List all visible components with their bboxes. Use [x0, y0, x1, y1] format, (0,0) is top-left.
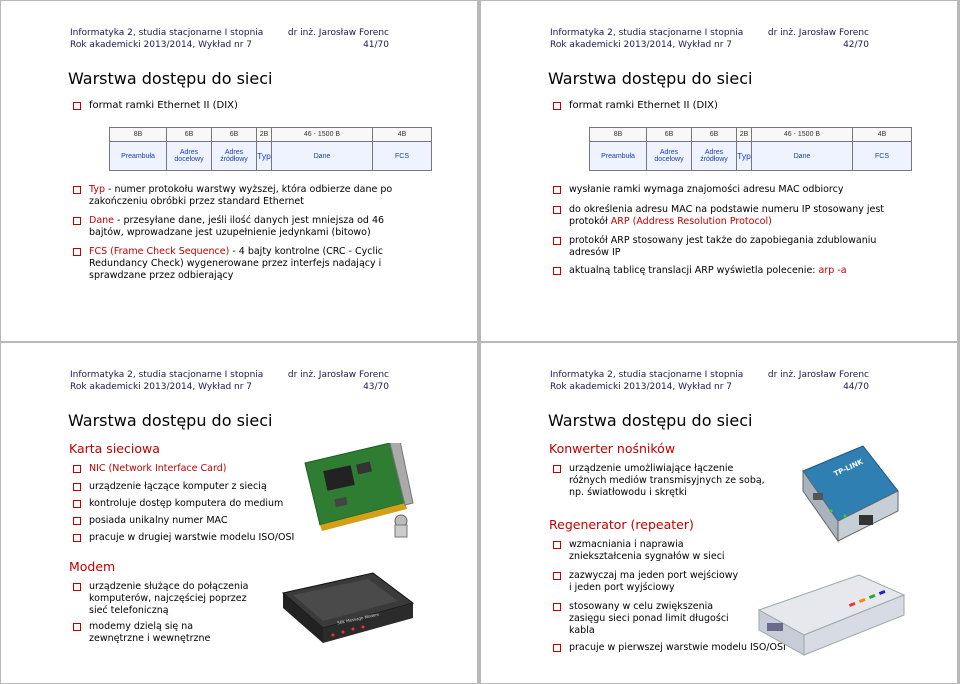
field-cell: Adres docelowy	[167, 142, 212, 171]
slide-header	[550, 369, 867, 393]
bullet-item: urządzenie łączące komputer z siecią	[89, 481, 267, 493]
converter-brand: TP-LINK	[832, 457, 865, 479]
bullet-square-icon	[553, 267, 561, 275]
field-cell: Adres źródłowy	[212, 142, 257, 171]
page-number: 43/70	[363, 382, 389, 392]
bullet-square-icon	[73, 465, 81, 473]
header-course: Informatyka 2, studia stacjonarne I stopnia	[70, 28, 264, 38]
bullet-typ: Typ - numer protokołu warstwy wyższej, która odbierze dane po zakończeniu obróbki przez standard Ethernet	[89, 184, 419, 208]
bullet-square-icon	[553, 206, 561, 214]
slide-header	[70, 27, 387, 51]
bullet-square-icon	[553, 465, 561, 473]
size-cell: 6B	[647, 128, 692, 142]
bullet-square-icon	[553, 186, 561, 194]
field-cell: FCS	[373, 142, 432, 171]
field-cell: Typ	[257, 142, 272, 171]
bullet-item: wysłanie ramki wymaga znajomości adresu MAC odbiorcy	[569, 184, 889, 196]
field-cell: Dane	[272, 142, 373, 171]
size-cell: 4B	[853, 128, 912, 142]
bullet-item: aktualną tablicę translacji ARP wyświetla polecenie: arp -a	[569, 265, 889, 277]
bullet-square-icon	[553, 102, 561, 110]
header-course: Informatyka 2, studia stacjonarne I stopnia	[550, 28, 744, 38]
bullet-item: protokół ARP stosowany jest także do zapobiegania zdublowaniu adresów IP	[569, 235, 889, 259]
field-cell: FCS	[853, 142, 912, 171]
bullet-item: NIC (Network Interface Card)	[89, 463, 226, 475]
ethernet-frame-table	[589, 127, 912, 171]
header-author: dr inż. Jarosław Forenc	[287, 28, 389, 38]
bullet-square-icon	[73, 534, 81, 542]
bullet-item: urządzenie umożliwiające łączenie różnych mediów transmisyjnych ze sobą, np. światłowodu i skrętki	[569, 463, 769, 499]
size-cell: 2B	[737, 128, 752, 142]
field-cell: Adres docelowy	[647, 142, 692, 171]
repeater-image	[749, 565, 909, 660]
bullet-fcs: FCS (Frame Check Sequence) - 4 bajty kontrolne (CRC - Cyclic Redundancy Check) wygenerowane przez interfejs nadający i sprawdzane przez odbierający	[89, 246, 389, 282]
field-cell: Preambuła	[110, 142, 167, 171]
slide-44	[481, 343, 957, 683]
header-year: Rok akademicki 2013/2014, Wykład nr 7	[70, 382, 253, 392]
ethernet-frame-table	[109, 127, 432, 171]
size-cell: 6B	[167, 128, 212, 142]
header-course: Informatyka 2, studia stacjonarne I stopnia	[70, 370, 264, 380]
size-cell: 46 - 1500 B	[272, 128, 373, 142]
size-cell: 8B	[590, 128, 647, 142]
bullet-square-icon	[73, 102, 81, 110]
size-cell: 6B	[692, 128, 737, 142]
slide-header	[550, 27, 867, 51]
header-author: dr inż. Jarosław Forenc	[767, 28, 869, 38]
slide-title: Warstwa dostępu do sieci	[68, 411, 273, 430]
field-cell: Dane	[752, 142, 853, 171]
bullet-square-icon	[73, 186, 81, 194]
section-heading: Karta sieciowa	[69, 441, 160, 456]
modem-label: 56K Message Modem	[336, 611, 380, 626]
bullet-square-icon	[73, 248, 81, 256]
header-year: Rok akademicki 2013/2014, Wykład nr 7	[550, 40, 733, 50]
field-cell: Typ	[737, 142, 752, 171]
bullet-item: modemy dzielą się na zewnętrzne i wewnętrzne	[89, 621, 249, 645]
header-year: Rok akademicki 2013/2014, Wykład nr 7	[70, 40, 253, 50]
intro-bullet: format ramki Ethernet II (DIX)	[89, 100, 238, 112]
bullet-square-icon	[553, 644, 561, 652]
bullet-dane: Dane - przesyłane dane, jeśli ilość danych jest mniejsza od 46 bajtów, wprowadzane jest uzupełnienie jedynkami (bitowo)	[89, 215, 419, 239]
section-heading: Konwerter nośników	[549, 441, 676, 456]
page-number: 41/70	[363, 40, 389, 50]
bullet-item: kontroluje dostęp komputera do medium	[89, 498, 283, 510]
slide-header	[70, 369, 387, 393]
bullet-square-icon	[553, 603, 561, 611]
slide-title: Warstwa dostępu do sieci	[548, 411, 753, 430]
bullet-square-icon	[553, 237, 561, 245]
section-heading: Modem	[69, 559, 116, 574]
size-cell: 2B	[257, 128, 272, 142]
section-heading: Regenerator (repeater)	[549, 517, 694, 532]
size-cell: 8B	[110, 128, 167, 142]
bullet-item: zazwyczaj ma jeden port wejściowy i jeden port wyjściowy	[569, 570, 739, 594]
bullet-item: do określenia adresu MAC na podstawie numeru IP stosowany jest protokół ARP (Address Resolution Protocol)	[569, 204, 889, 228]
network-card-image	[295, 443, 415, 543]
header-course: Informatyka 2, studia stacjonarne I stopnia	[550, 370, 744, 380]
size-cell: 46 - 1500 B	[752, 128, 853, 142]
bullet-square-icon	[73, 500, 81, 508]
media-converter-image	[793, 441, 903, 551]
page-number: 42/70	[843, 40, 869, 50]
header-author: dr inż. Jarosław Forenc	[767, 370, 869, 380]
bullet-square-icon	[73, 623, 81, 631]
page-number: 44/70	[843, 382, 869, 392]
slide-43	[1, 343, 477, 683]
header-year: Rok akademicki 2013/2014, Wykład nr 7	[550, 382, 733, 392]
field-cell: Preambuła	[590, 142, 647, 171]
size-cell: 4B	[373, 128, 432, 142]
intro-bullet: format ramki Ethernet II (DIX)	[569, 100, 718, 112]
field-cell: Adres źródłowy	[692, 142, 737, 171]
bullet-square-icon	[73, 583, 81, 591]
bullet-item: urządzenie służące do połączenia komputerów, najczęściej poprzez sieć telefoniczną	[89, 581, 249, 617]
bullet-square-icon	[553, 541, 561, 549]
bullet-item: wzmacniania i naprawia zniekształcenia sygnałów w sieci	[569, 539, 739, 563]
header-author: dr inż. Jarosław Forenc	[287, 370, 389, 380]
bullet-square-icon	[553, 572, 561, 580]
bullet-item: posiada unikalny numer MAC	[89, 515, 228, 527]
bullet-item: stosowany w celu zwiększenia zasięgu sieci ponad limit długości kabla	[569, 601, 739, 637]
slide-42	[481, 1, 957, 341]
slide-title: Warstwa dostępu do sieci	[68, 69, 273, 88]
slide-title: Warstwa dostępu do sieci	[548, 69, 753, 88]
bullet-square-icon	[73, 217, 81, 225]
bullet-item: pracuje w pierwszej warstwie modelu ISO/OSI	[569, 642, 809, 654]
slide-41	[1, 1, 477, 341]
bullet-square-icon	[73, 483, 81, 491]
modem-image	[263, 563, 423, 653]
size-cell: 6B	[212, 128, 257, 142]
bullet-item: pracuje w drugiej warstwie modelu ISO/OSI	[89, 532, 294, 544]
bullet-square-icon	[73, 517, 81, 525]
